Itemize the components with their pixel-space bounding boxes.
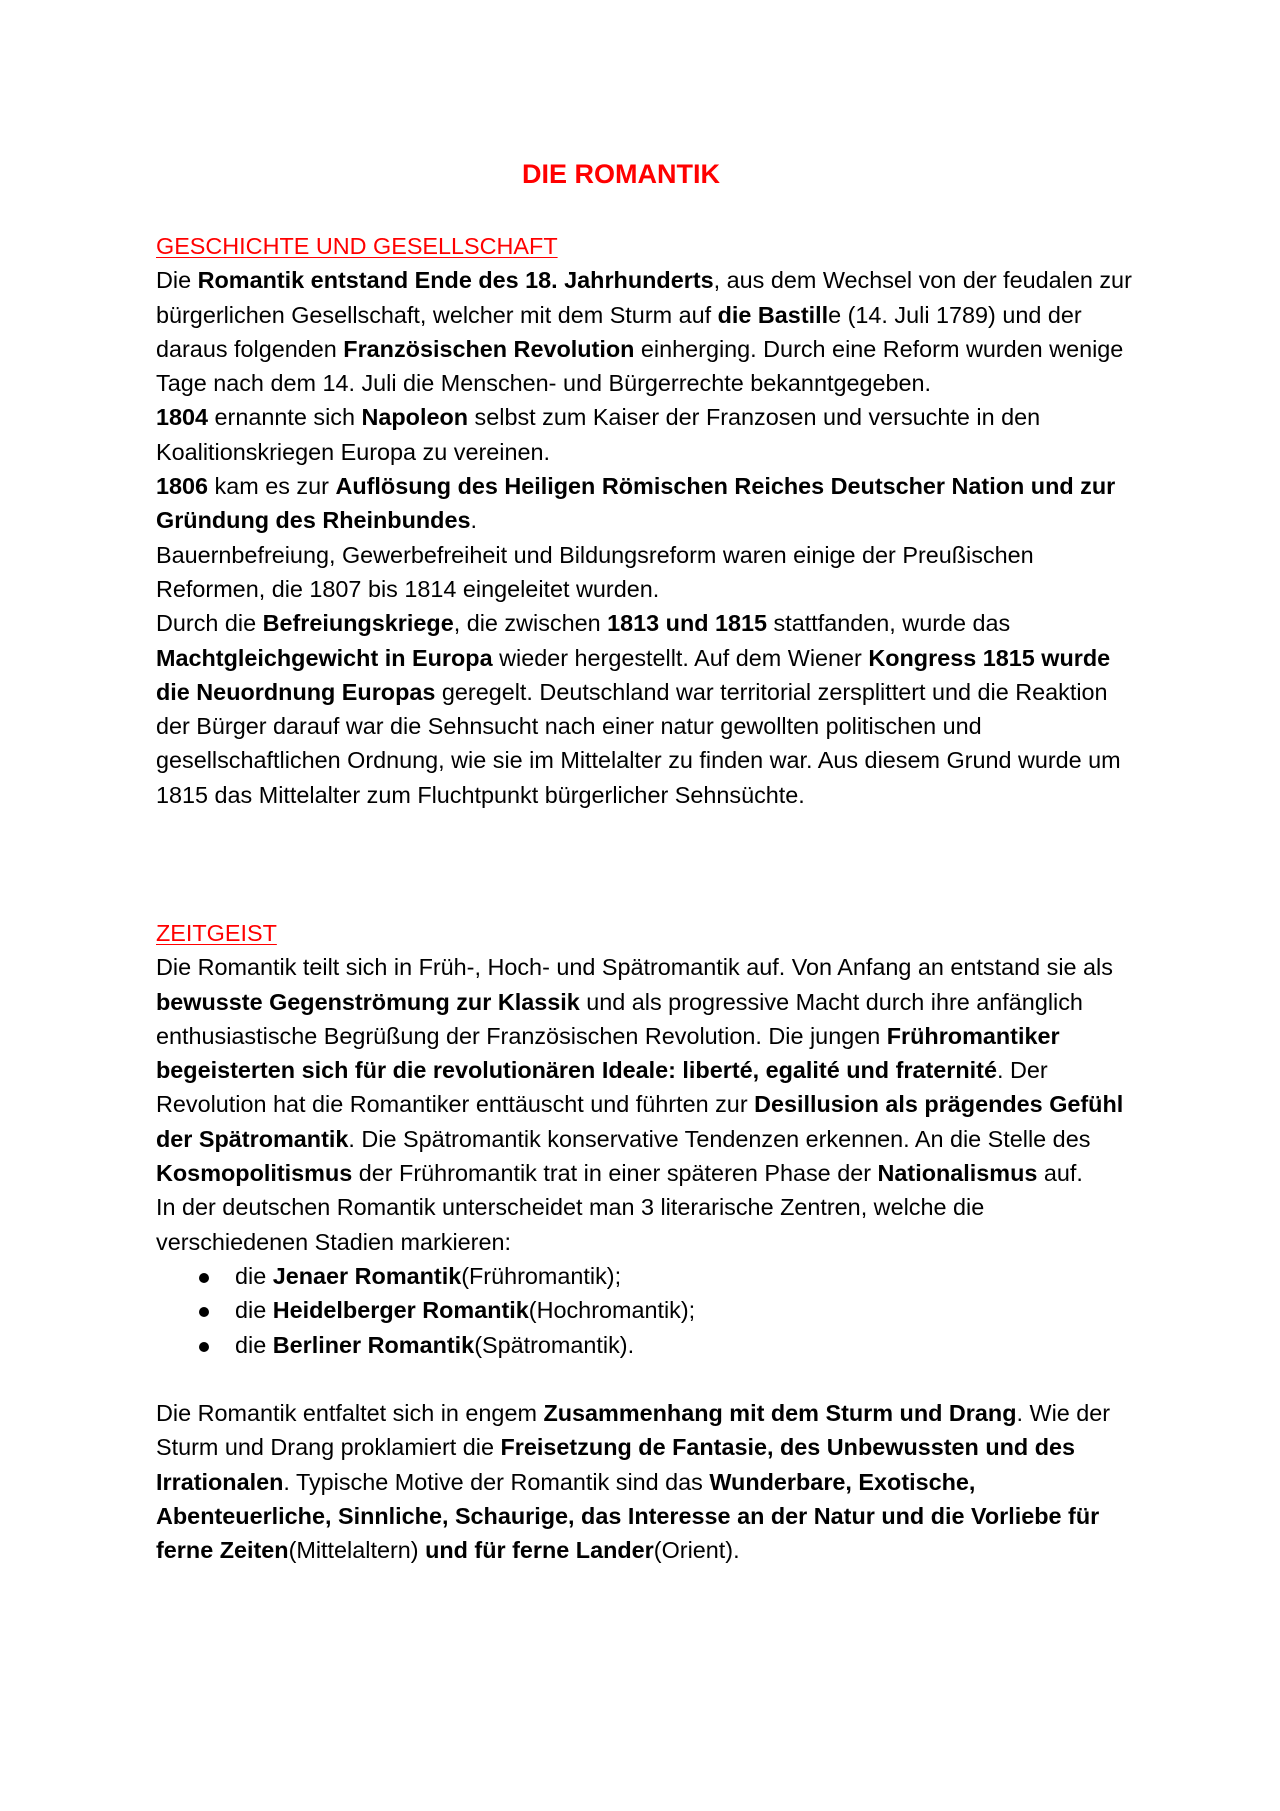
text-run: ernannte sich	[208, 404, 362, 431]
bold-run: Auflösung des Heiligen Römischen Reiches Deutscher Nation und zur Gründung des Rheinbundes	[156, 473, 1116, 534]
text-run: stattfanden, wurde das	[767, 610, 1011, 637]
text-run: (Spätromantik).	[474, 1331, 635, 1358]
text-run: Durch die	[156, 610, 263, 637]
text-run: die	[235, 1297, 273, 1324]
text-run: . Der Revolution hat die Romantiker enttäuscht und führten zur	[156, 1057, 1048, 1118]
paragraph-sturm-und-drang	[156, 1396, 1136, 1567]
bold-run: Napoleon	[361, 404, 469, 431]
list-item-text	[235, 1297, 695, 1323]
section-heading-zeitgeist: ZEITGEIST	[156, 920, 277, 946]
text-run: und als progressive Macht durch ihre anfänglich enthusiastische Begrüßung der Französischen Revolution. Die jungen	[156, 988, 1083, 1049]
bold-run: Befreiungskriege	[262, 610, 454, 637]
paragraph-1804-napoleon	[156, 400, 1136, 469]
text-run: In der deutschen Romantik unterscheidet man 3 literarische Zentren, welche die verschiedenen Stadien markieren:	[156, 1194, 985, 1255]
text-run: (Frühromantik);	[461, 1262, 622, 1289]
bold-run: Wunderbare, Exotische, Abenteuerliche, Sinnliche, Schaurige, das Interesse an der Natur und die Vorliebe für ferne Zeiten	[156, 1468, 1100, 1564]
text-run: die	[235, 1331, 273, 1358]
text-run: geregelt. Deutschland war territorial zersplittert und die Reaktion der Bürger darauf war die Sehnsucht nach einer natur gewollten politischen und gesellschaftlichen Ordnung, wie sie im Mittelalter zu finden war. Aus diesem Grund wurde um 1815 das Mittelalter zum Fluchtpunkt bürgerlicher Sehnsüchte.	[156, 678, 1121, 808]
text-run: . Typische Motive der Romantik sind das	[283, 1468, 710, 1495]
paragraph-1806-aufloesung	[156, 469, 1136, 538]
bold-run: Französischen Revolution	[343, 335, 635, 362]
bold-run: Zusammenhang mit dem Sturm und Drang	[543, 1400, 1017, 1427]
paragraph-romantik-entstehung	[156, 263, 1136, 400]
zentren-list	[156, 1259, 1136, 1362]
bold-run: 1806	[156, 473, 209, 500]
text-run: . Die Spätromantik konservative Tendenzen erkennen. An die Stelle des	[348, 1125, 1091, 1152]
text-run: Die	[156, 267, 198, 294]
text-run: auf.	[1037, 1160, 1083, 1187]
bold-run: Heidelberger Romantik	[272, 1297, 529, 1324]
bullet-dot-icon	[199, 1307, 209, 1317]
list-item	[156, 1328, 1136, 1362]
bold-run: und für ferne Lander	[425, 1537, 654, 1564]
text-run: . Wie der Sturm und Drang proklamiert die	[156, 1400, 1111, 1461]
text-run: , aus dem Wechsel von der feudalen zur bürgerlichen Gesellschaft, welcher mit dem Sturm auf	[156, 267, 1132, 328]
text-run: kam es zur	[208, 473, 336, 500]
paragraph-literarische-zentren	[156, 1190, 1136, 1259]
text-run: (Hochromantik);	[528, 1297, 696, 1324]
bold-run: 1813 und 1815	[607, 610, 768, 637]
bullet-dot-icon	[199, 1342, 209, 1352]
bold-run: Freisetzung de Fantasie, des Unbewussten und des Irrationalen	[156, 1434, 1076, 1495]
text-run: e (14. Juli 1789) und der daraus folgenden	[156, 301, 1082, 362]
list-item-text	[235, 1263, 621, 1289]
document-title: DIE ROMANTIK	[522, 159, 720, 189]
text-run: .	[470, 507, 477, 534]
text-run: wieder hergestellt. Auf dem Wiener	[492, 644, 869, 671]
text-run: der Frühromantik trat in einer späteren Phase der	[352, 1160, 878, 1187]
paragraph-befreiungskriege	[156, 606, 1136, 812]
text-run: , die zwischen	[453, 610, 608, 637]
text-run: Bauernbefreiung, Gewerbefreiheit und Bildungsreform waren einige der Preußischen Reformen, die 1807 bis 1814 eingeleitet wurden.	[156, 541, 1034, 602]
list-item-text	[235, 1332, 634, 1358]
bold-run: Kosmopolitismus	[156, 1160, 353, 1187]
bold-run: Jenaer Romantik	[272, 1262, 462, 1289]
bold-run: die Bastill	[717, 301, 829, 328]
bold-run: Frühromantiker begeisterten sich für die revolutionären Ideale: liberté, egalité und fraternité	[156, 1022, 1060, 1084]
text-run: (Orient).	[653, 1537, 740, 1564]
bold-run: Berliner Romantik	[272, 1331, 475, 1358]
section-geschichte	[156, 229, 1136, 812]
text-run: Die Romantik teilt sich in Früh-, Hoch- und Spätromantik auf. Von Anfang an entstand sie als	[156, 954, 1113, 981]
list-item	[156, 1259, 1136, 1293]
bold-run: 1804	[156, 404, 209, 431]
bullet-dot-icon	[199, 1273, 209, 1283]
text-run: selbst zum Kaiser der Franzosen und versuchte in den Koalitionskriegen Europa zu vereinen.	[156, 404, 1041, 465]
paragraph-frueh-hoch-spaet	[156, 950, 1136, 1190]
list-item	[156, 1293, 1136, 1327]
bold-run: Desillusion als prägendes Gefühl der Spätromantik	[156, 1091, 1124, 1152]
text-run: die	[235, 1262, 273, 1289]
bold-run: bewusste Gegenströmung zur Klassik	[156, 988, 580, 1015]
bold-run: Kongress 1815 wurde die Neuordnung Europas	[156, 644, 1111, 705]
section-zeitgeist	[156, 916, 1136, 1568]
bold-run: Nationalismus	[877, 1160, 1038, 1187]
text-run: Die Romantik entfaltet sich in engem	[156, 1400, 544, 1427]
text-run: (Mittelaltern)	[288, 1537, 426, 1564]
section-heading-geschichte: GESCHICHTE UND GESELLSCHAFT	[156, 233, 558, 259]
text-run: einherging. Durch eine Reform wurden wenige Tage nach dem 14. Juli die Menschen- und Bürgerrechte bekanntgegeben.	[156, 335, 1124, 397]
bold-run: Romantik entstand Ende des 18. Jahrhunderts	[197, 267, 714, 294]
bold-run: Machtgleichgewicht in Europa	[156, 644, 493, 671]
paragraph-preussische-reformen	[156, 538, 1136, 607]
